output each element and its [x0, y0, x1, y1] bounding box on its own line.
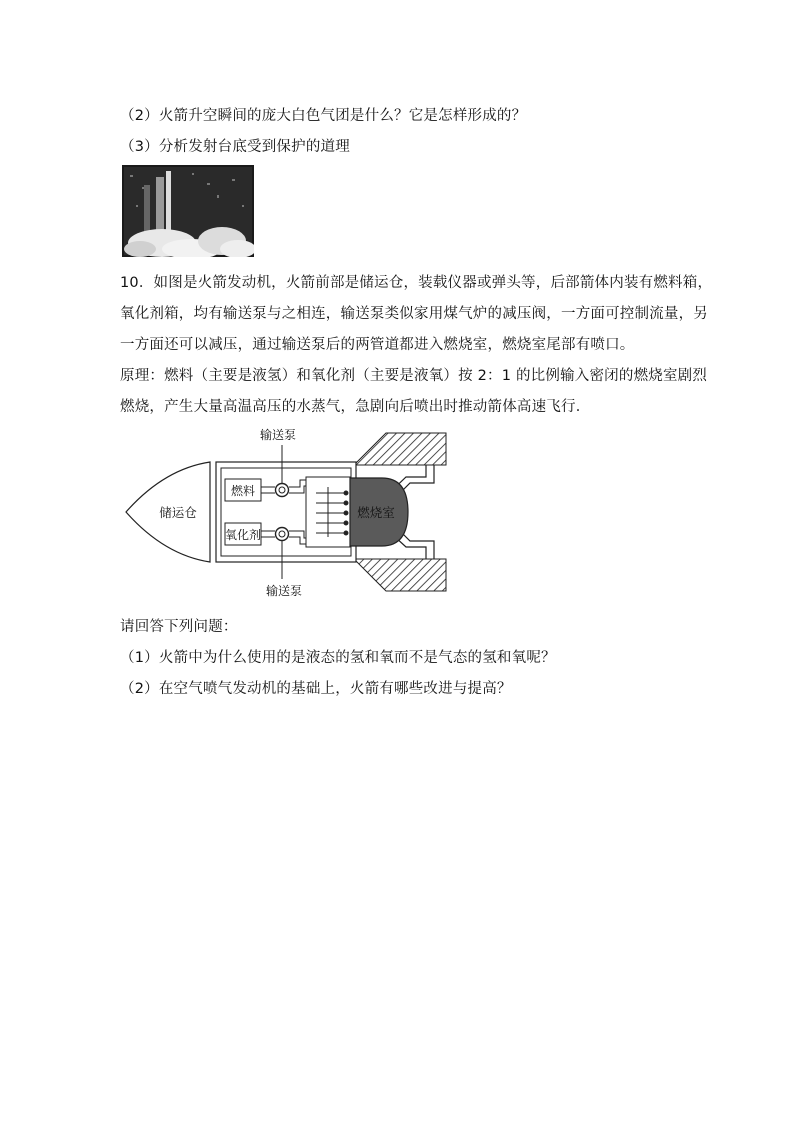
fuel-tank-label: 燃料 — [230, 484, 256, 498]
pump-bottom-label: 输送泵 — [265, 584, 303, 598]
q10-para-2: 氧化剂箱，均有输送泵与之相连，输送泵类似家用煤气炉的减压阀，一方面可控制流量，另 — [120, 306, 708, 322]
q10-para-3: 一方面还可以减压，通过输送泵后的两管道都进入燃烧室，燃烧室尾部有喷口。 — [120, 337, 635, 353]
q10-sub2: （2）在空气喷气发动机的基础上，火箭有哪些改进与提高？ — [120, 681, 512, 697]
oxidizer-tank-label: 氧化剂 — [224, 528, 262, 542]
rocket-engine-diagram — [124, 425, 450, 600]
q10-para-1: 10．如图是火箭发动机，火箭前部是储运仓，装载仪器或弹头等，后部箭体内装有燃料箱， — [120, 275, 713, 291]
rocket-launch-photo — [122, 165, 254, 257]
q10-prompt: 请回答下列问题： — [120, 619, 238, 635]
chamber-label: 燃烧室 — [357, 505, 395, 520]
q9-sub2: （2）火箭升空瞬间的庞大白色气团是什么？它是怎样形成的？ — [120, 108, 527, 124]
q10-para-5: 燃烧，产生大量高温高压的水蒸气，急剧向后喷出时推动箭体高速飞行． — [120, 399, 591, 415]
pump-top-label: 输送泵 — [259, 428, 297, 442]
q10-para-4: 原理：燃料（主要是液氢）和氧化剂（主要是液氧）按 2：1 的比例输入密闭的燃烧室剧烈 — [120, 368, 708, 384]
storage-label: 储运仓 — [159, 505, 197, 520]
q10-sub1: （1）火箭中为什么使用的是液态的氢和氧而不是气态的氢和氧呢？ — [120, 650, 556, 666]
q9-sub3: （3）分析发射台底受到保护的道理 — [120, 139, 350, 155]
